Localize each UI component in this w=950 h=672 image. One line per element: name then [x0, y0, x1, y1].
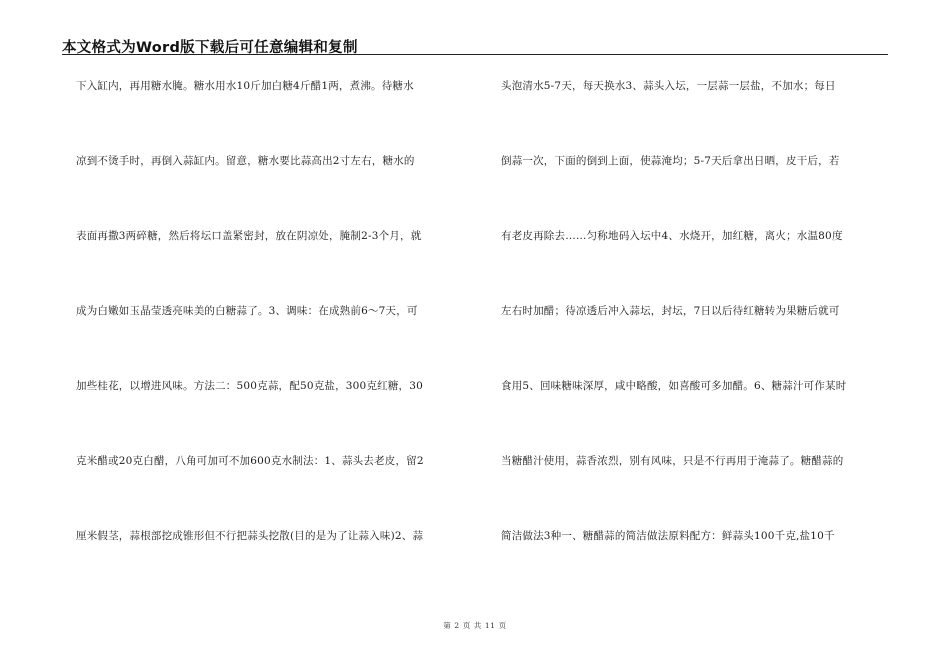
left-line-1: 下入缸内，再用糖水腌。糖水用水10斤加白糖4斤醋1两，煮沸。待糖水 [76, 80, 414, 92]
page-number-footer: 第 2 页 共 11 页 [443, 621, 507, 630]
left-line-7: 厘米假茎，蒜根部挖成锥形但不行把蒜头挖散(目的是为了让蒜入味)2、蒜 [76, 530, 424, 542]
right-line-5: 食用5、回味糖味深厚，咸中略酸，如喜酸可多加醋。6、糖蒜汁可作某时 [501, 380, 847, 392]
left-line-4: 成为白嫩如玉晶莹透亮味美的白糖蒜了。3、调味：在成熟前6～7天，可 [76, 305, 418, 317]
right-line-7: 简洁做法3种一、糖醋蒜的简洁做法原料配方：鲜蒜头100千克,盐10千 [501, 530, 835, 542]
page-header-title: 本文格式为Word版下载后可任意编辑和复制 [62, 40, 358, 56]
left-line-2: 凉到不烫手时，再倒入蒜缸内。留意，糖水要比蒜高出2寸左右，糖水的 [76, 155, 415, 167]
left-line-6: 克米醋或20克白醋，八角可加可不加600克水制法：1、蒜头去老皮，留2 [76, 455, 424, 467]
left-line-3: 表面再撒3两碎糖，然后将坛口盖紧密封，放在阴凉处，腌制2-3个月，就 [76, 230, 422, 242]
right-line-2: 倒蒜一次，下面的倒到上面，使蒜淹均；5-7天后拿出日晒，皮干后，若 [501, 155, 840, 167]
right-line-6: 当糖醋汁使用，蒜香浓烈，别有风味，只是不行再用于淹蒜了。糖醋蒜的 [501, 455, 844, 467]
right-line-3: 有老皮再除去……匀称地码入坛中4、水烧开，加红糖，离火；水温80度 [501, 230, 843, 242]
right-column [501, 80, 901, 605]
right-line-1: 头泡清水5-7天，每天换水3、蒜头入坛，一层蒜一层盐，不加水；每日 [501, 80, 836, 92]
left-column [76, 80, 476, 605]
left-line-5: 加些桂花，以增进风味。方法二：500克蒜，配50克盐，300克红糖，30 [76, 380, 424, 392]
header-divider [62, 54, 888, 55]
right-line-4: 左右时加醋；待凉透后冲入蒜坛，封坛，7日以后待红糖转为果糖后就可 [501, 305, 840, 317]
